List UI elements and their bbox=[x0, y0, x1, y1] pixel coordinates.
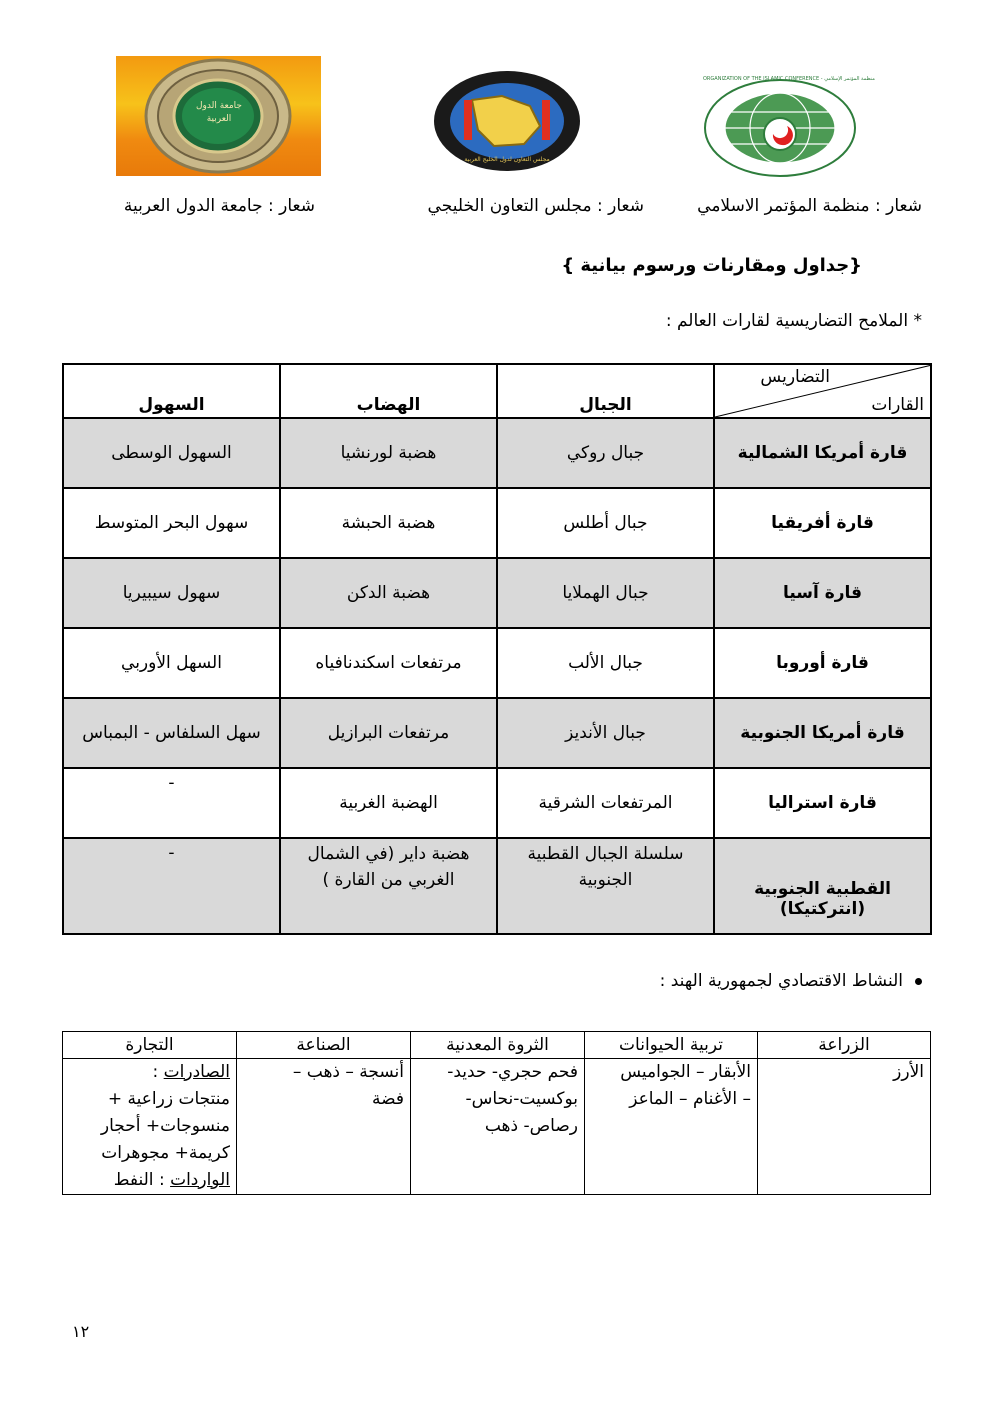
arab-league-logo bbox=[116, 56, 321, 176]
relief-table bbox=[62, 363, 932, 935]
continent-cell: قارة أفريقيا bbox=[714, 488, 931, 558]
exports-label: الصادرات bbox=[163, 1062, 230, 1082]
plateaus-cell: هضبة لورنشيا bbox=[280, 418, 497, 488]
header-trade: التجارة bbox=[63, 1032, 237, 1059]
industry-line: فضة bbox=[372, 1089, 404, 1109]
oic-caption: شعار : منظمة المؤتمر الاسلامي bbox=[697, 196, 922, 216]
india-data-row bbox=[63, 1059, 931, 1195]
continent-line: (انتركتيكا) bbox=[779, 899, 866, 919]
plains-cell: - bbox=[63, 768, 280, 838]
continent-cell: قارة استراليا bbox=[714, 768, 931, 838]
bullet-icon bbox=[915, 978, 922, 985]
table-row bbox=[63, 838, 931, 934]
gcc-logo bbox=[432, 70, 582, 172]
minerals-cell bbox=[411, 1059, 585, 1195]
plains-cell: السهل الأوربي bbox=[63, 628, 280, 698]
mountains-cell: جبال أطلس bbox=[497, 488, 714, 558]
header-livestock: تربية الحيوانات bbox=[585, 1032, 758, 1059]
arab-league-logo-text: جامعة الدول العربية bbox=[195, 101, 242, 124]
trade-line: منسوجات+ أحجار bbox=[100, 1116, 230, 1136]
trade-line bbox=[69, 1059, 230, 1086]
livestock-cell bbox=[585, 1059, 758, 1195]
mountains-cell: جبال الألب bbox=[497, 628, 714, 698]
imports-label: الواردات bbox=[170, 1170, 230, 1190]
plains-cell: - bbox=[63, 838, 280, 934]
india-bullet bbox=[660, 971, 922, 991]
mountains-cell: المرتفعات الشرقية bbox=[497, 768, 714, 838]
plateaus-cell: الهضبة الغربية bbox=[280, 768, 497, 838]
mountains-line: الجنوبية bbox=[578, 870, 633, 890]
page-heading: {جداول ومقارنات ورسوم بيانية } bbox=[561, 255, 862, 276]
trade-cell bbox=[63, 1059, 237, 1195]
gcc-caption: شعار : مجلس التعاون الخليجي bbox=[427, 196, 644, 216]
corner-relief-label: التضاريس bbox=[760, 367, 830, 387]
table-row bbox=[63, 418, 931, 488]
minerals-line: بوكسيت-نحاس- bbox=[465, 1089, 578, 1109]
mountains-line: سلسلة الجبال القطبية bbox=[527, 844, 684, 864]
livestock-line: – الأغنام – الماعز bbox=[629, 1089, 751, 1109]
table-row bbox=[63, 488, 931, 558]
trade-line: كريمة+ مجوهرات bbox=[101, 1143, 230, 1163]
plains-cell: سهل السلفاس - البمباس bbox=[63, 698, 280, 768]
agriculture-value: الأرز bbox=[893, 1062, 924, 1082]
plateaus-cell bbox=[280, 838, 497, 934]
table-row bbox=[63, 628, 931, 698]
header-agriculture: الزراعة bbox=[758, 1032, 931, 1059]
india-bullet-text: النشاط الاقتصادي لجمهورية الهند : bbox=[659, 971, 903, 991]
col-header-plateaus: الهضاب bbox=[280, 364, 497, 418]
oic-logo bbox=[703, 76, 875, 178]
mountains-cell: جبال روكي bbox=[497, 418, 714, 488]
plains-cell: سهول سيبيريا bbox=[63, 558, 280, 628]
agriculture-cell bbox=[758, 1059, 931, 1195]
industry-cell bbox=[237, 1059, 411, 1195]
exports-colon: : bbox=[152, 1062, 164, 1082]
plateaus-cell: هضبة الدكن bbox=[280, 558, 497, 628]
col-header-mountains: الجبال bbox=[497, 364, 714, 418]
continent-cell bbox=[714, 838, 931, 934]
plateaus-cell: مرتفعات البرازيل bbox=[280, 698, 497, 768]
plains-cell: السهول الوسطى bbox=[63, 418, 280, 488]
continent-cell: قارة أمريكا الجنوبية bbox=[714, 698, 931, 768]
continent-cell: قارة آسيا bbox=[714, 558, 931, 628]
arab-league-caption: شعار : جامعة الدول العربية bbox=[123, 196, 315, 216]
mountains-cell: جبال الهملايا bbox=[497, 558, 714, 628]
relief-subtitle: * الملامح التضاريسية لقارات العالم : bbox=[665, 311, 922, 331]
table-row bbox=[63, 558, 931, 628]
continent-cell: قارة أوروبا bbox=[714, 628, 931, 698]
trade-line: منتجات زراعية + bbox=[107, 1089, 230, 1109]
minerals-line: فحم حجري- حديد- bbox=[447, 1062, 578, 1082]
minerals-line: رصاص- ذهب bbox=[484, 1116, 578, 1136]
table-row bbox=[63, 698, 931, 768]
plateaus-line: هضبة داير (في الشمال bbox=[307, 844, 470, 864]
mountains-cell bbox=[497, 838, 714, 934]
india-economy-table bbox=[62, 1031, 931, 1195]
mountains-cell: جبال الأنديز bbox=[497, 698, 714, 768]
livestock-line: الأبقار – الجواميس bbox=[620, 1062, 751, 1082]
continent-cell: قارة أمريكا الشمالية bbox=[714, 418, 931, 488]
col-header-plains: السهول bbox=[63, 364, 280, 418]
imports-value: : النفط bbox=[113, 1170, 171, 1190]
oic-logo-text: ORGANIZATION OF THE ISLAMIC CONFERENCE - منظمة المؤتمر الإسلامي bbox=[703, 76, 875, 82]
trade-line bbox=[69, 1167, 230, 1194]
relief-header-row bbox=[63, 364, 931, 418]
industry-line: أنسجة – ذهب – bbox=[292, 1062, 404, 1082]
corner-cell bbox=[714, 364, 931, 418]
plateaus-cell: هضبة الحبشة bbox=[280, 488, 497, 558]
plateaus-line: الغربي من القارة ) bbox=[322, 870, 455, 890]
header-industry: الصناعة bbox=[237, 1032, 411, 1059]
gcc-logo-text: مجلس التعاون لدول الخليج العربية bbox=[464, 156, 550, 163]
india-header-row bbox=[63, 1032, 931, 1059]
plains-cell: سهول البحر المتوسط bbox=[63, 488, 280, 558]
page-number: ١٢ bbox=[72, 1322, 90, 1341]
table-row bbox=[63, 768, 931, 838]
continent-line: القطبية الجنوبية bbox=[754, 879, 891, 899]
header-minerals: الثروة المعدنية bbox=[411, 1032, 585, 1059]
corner-continents-label: القارات bbox=[871, 395, 924, 415]
plateaus-cell: مرتفعات اسكندنافياه bbox=[280, 628, 497, 698]
